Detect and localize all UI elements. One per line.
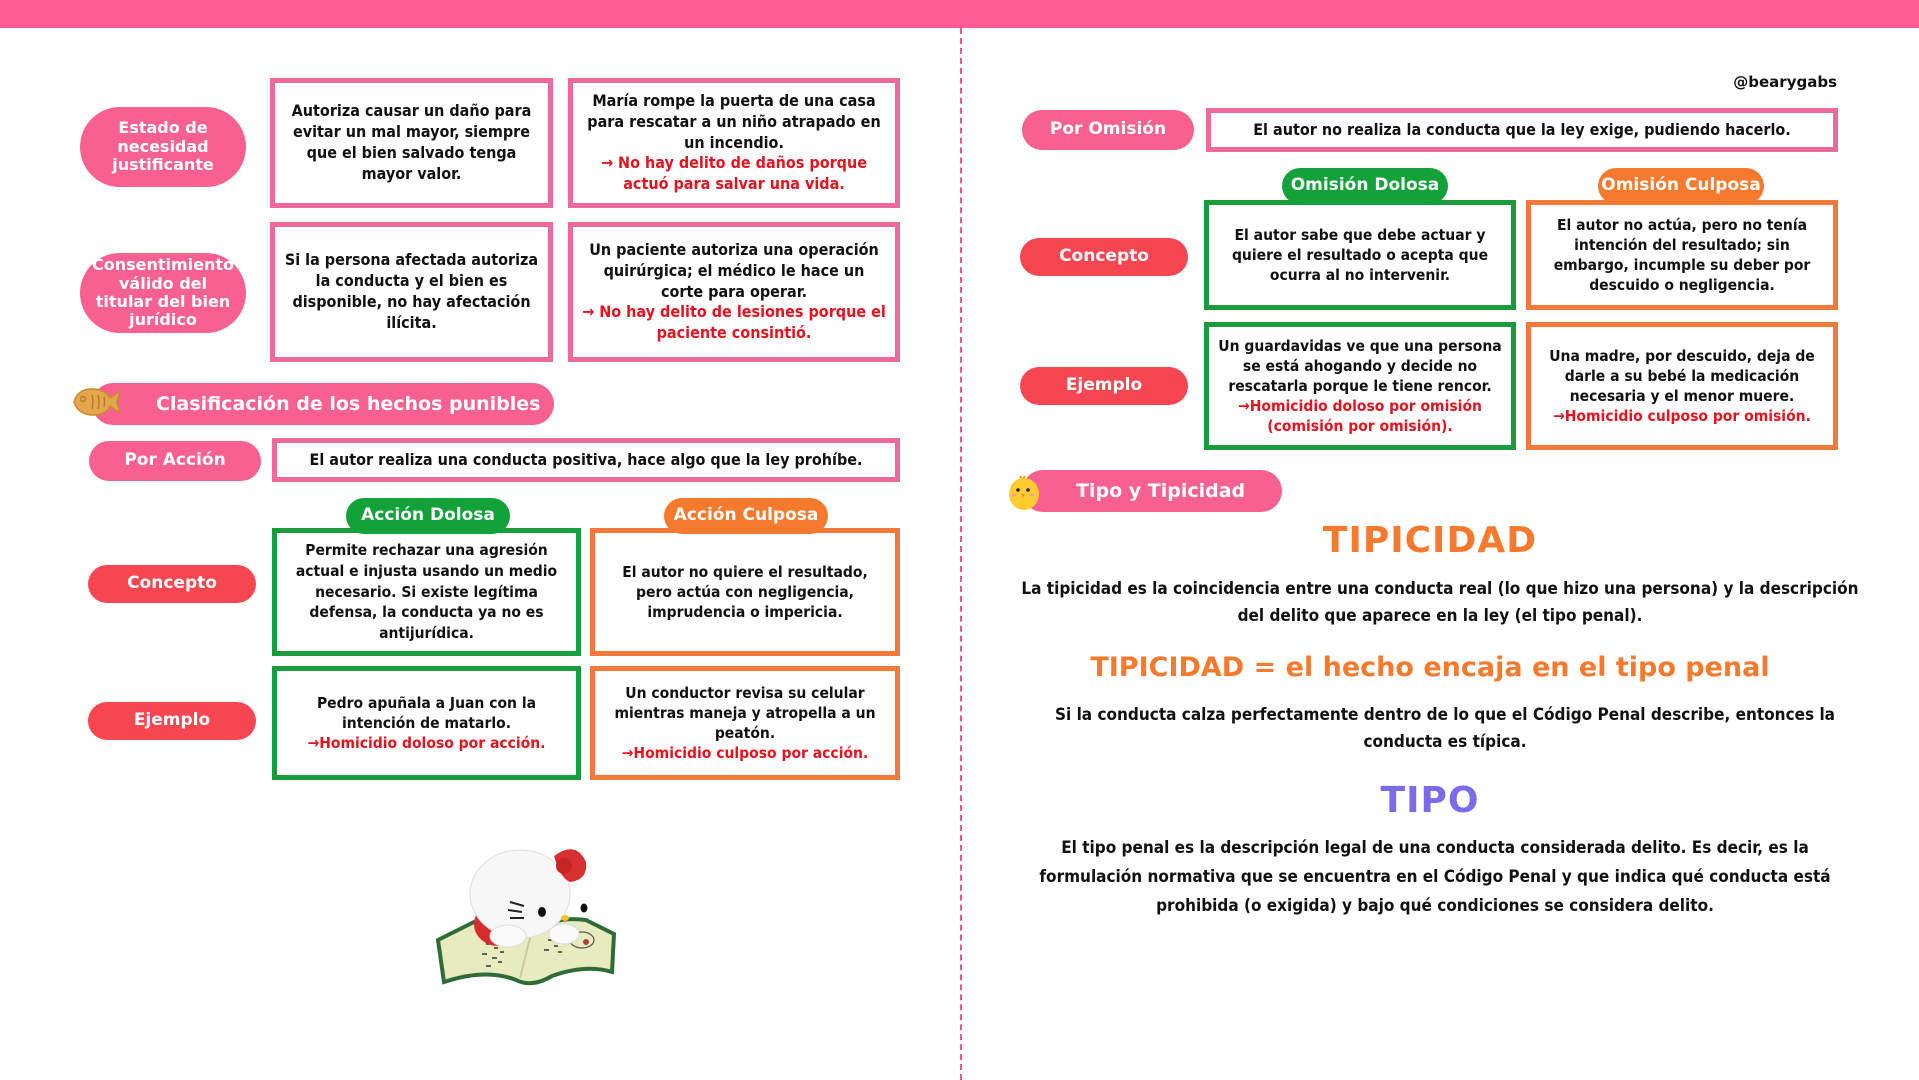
example-omision-dolosa xyxy=(1204,322,1516,450)
example-estado-necesidad xyxy=(568,78,900,208)
section-banner-tipo-tipicidad xyxy=(1022,470,1282,512)
header-omision-dolosa: Omisión Dolosa xyxy=(1282,168,1448,204)
concept-text: El autor no actúa, pero no tenía intención del resultado; sin embargo, incumple su deber por descuido o negligencia. xyxy=(1553,215,1811,295)
example-text: Una madre, por descuido, deja de darle a su bebé la medicación necesaria y el menor muere. xyxy=(1549,346,1815,405)
author-handle: @bearygabs xyxy=(1733,73,1837,91)
definition-consentimiento xyxy=(270,222,553,362)
header-omision-culposa: Omisión Culposa xyxy=(1598,168,1764,204)
hello-kitty-figurine-illustration xyxy=(436,822,626,1002)
heading-tipicidad: TIPICIDAD xyxy=(1322,520,1538,561)
header-accion-dolosa: Acción Dolosa xyxy=(346,498,510,534)
example-accion-dolosa xyxy=(272,666,581,780)
chick-icon xyxy=(1006,472,1042,512)
tipicidad-explanation: Si la conducta calza perfectamente dentro de lo que el Código Penal describe, entonces la conducta es típica. xyxy=(1055,705,1835,753)
label-por-omision: Por Omisión xyxy=(1022,110,1194,150)
definition-por-omision xyxy=(1206,108,1838,152)
definition-text: Autoriza causar un daño para evitar un mal mayor, siempre que el bien salvado tenga mayor valor. xyxy=(291,101,532,183)
label-ejemplo: Ejemplo xyxy=(88,702,256,740)
example-result: → No hay delito de daños porque actuó para salvar una vida. xyxy=(600,153,867,194)
tipo-definition: El tipo penal es la descripción legal de una conducta considerada delito. Es decir, es la formulación normativa que se encuentra en el Código Penal y que indica qué conducta está prohibida (o exigida) y bajo qué condiciones se considera delito. xyxy=(1039,838,1831,916)
label-consentimiento: Consentimiento válido del titular del bien jurídico xyxy=(80,253,246,333)
banner-title: Tipo y Tipicidad xyxy=(1076,480,1246,502)
label-por-accion: Por Acción xyxy=(89,441,261,481)
example-text: Un guardavidas ve que una persona se está ahogando y decide no rescatarla porque le tiene rencor. xyxy=(1218,336,1502,395)
example-text: Un conductor revisa su celular mientras maneja y atropella a un peatón. xyxy=(614,683,876,742)
label-concepto-omision: Concepto xyxy=(1020,238,1188,276)
definition-text: El autor realiza una conducta positiva, hace algo que la ley prohíbe. xyxy=(309,449,863,469)
example-result: → No hay delito de lesiones porque el paciente consintió. xyxy=(582,302,886,343)
example-result: →Homicidio culposo por omisión. xyxy=(1553,407,1811,426)
page-divider xyxy=(960,28,962,1080)
section-banner-clasificacion xyxy=(92,383,554,425)
example-text: Pedro apuñala a Juan con la intención de matarlo. xyxy=(316,693,537,732)
example-consentimiento xyxy=(568,222,900,362)
taiyaki-fish-icon xyxy=(70,382,122,422)
top-bar xyxy=(0,0,1919,28)
concept-omision-dolosa xyxy=(1204,200,1516,310)
banner-title: Clasificación de los hechos punibles xyxy=(156,393,541,415)
concept-accion-dolosa xyxy=(272,528,581,656)
label-concepto: Concepto xyxy=(88,565,256,603)
label-ejemplo-omision: Ejemplo xyxy=(1020,367,1188,405)
example-accion-culposa xyxy=(590,666,900,780)
label-estado-necesidad: Estado de necesidad justificante xyxy=(80,107,246,187)
definition-text: El autor no realiza la conducta que la ley exige, pudiendo hacerlo. xyxy=(1253,119,1791,139)
example-result: →Homicidio culposo por acción. xyxy=(621,744,869,763)
tipicidad-definition: La tipicidad es la coincidencia entre una conducta real (lo que hizo una persona) y la descripción del delito que aparece en la ley (el tipo penal). xyxy=(1021,579,1859,627)
heading-tipo: TIPO xyxy=(1380,780,1480,821)
example-text: María rompe la puerta de una casa para rescatar a un niño atrapado en un incendio. xyxy=(587,91,881,152)
concept-omision-culposa xyxy=(1526,200,1838,310)
definition-por-accion xyxy=(272,438,900,482)
definition-estado-necesidad xyxy=(270,78,553,208)
concept-text: El autor no quiere el resultado, pero actúa con negligencia, imprudencia o impericia. xyxy=(622,562,868,622)
concept-text: Permite rechazar una agresión actual e injusta usando un medio necesario. Si existe legítima defensa, la conducta ya no es antijurídica. xyxy=(295,540,558,643)
example-text: Un paciente autoriza una operación quirúrgica; el médico le hace un corte para operar. xyxy=(589,240,879,301)
definition-text: Si la persona afectada autoriza la conducta y el bien es disponible, no hay afectación ilícita. xyxy=(284,250,539,332)
concept-text: El autor sabe que debe actuar y quiere el resultado o acepta que ocurra al no intervenir. xyxy=(1231,225,1489,285)
example-omision-culposa xyxy=(1526,322,1838,450)
tipicidad-formula: TIPICIDAD = el hecho encaja en el tipo penal xyxy=(1090,652,1770,683)
concept-accion-culposa xyxy=(590,528,900,656)
example-result: →Homicidio doloso por acción. xyxy=(307,734,546,753)
example-result: →Homicidio doloso por omisión (comisión por omisión). xyxy=(1238,397,1482,436)
header-accion-culposa: Acción Culposa xyxy=(664,498,828,534)
